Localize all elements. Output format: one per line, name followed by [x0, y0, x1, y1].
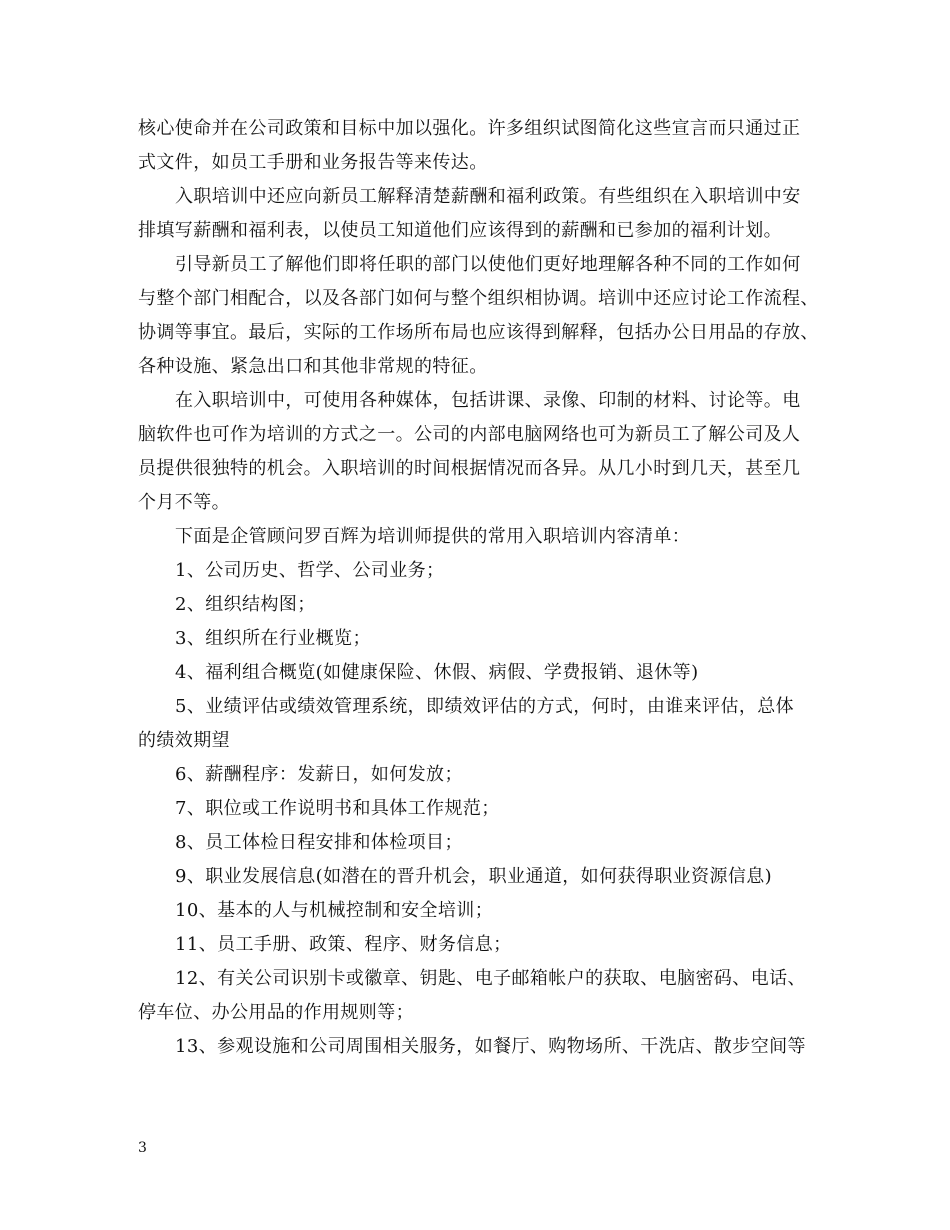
text-line: 13、参观设施和公司周围相关服务，如餐厅、购物场所、干洗店、散步空间等 — [175, 1036, 806, 1057]
text-line: 入职培训中还应向新员工解释清楚薪酬和福利政策。有些组织在入职培训中安 — [175, 186, 801, 207]
text-line: 式文件，如员工手册和业务报告等来传达。 — [138, 152, 488, 173]
text-line: 脑软件也可作为培训的方式之一。公司的内部电脑网络也可为新员工了解公司及人 — [138, 424, 801, 445]
text-line: 8、员工体检日程安排和体检项目； — [175, 832, 463, 853]
text-line: 在入职培训中，可使用各种媒体，包括讲课、录像、印制的材料、讨论等。电 — [175, 390, 801, 411]
text-line: 排填写薪酬和福利表，以使员工知道他们应该得到的薪酬和已参加的福利计划。 — [138, 220, 782, 241]
text-line: 4、福利组合概览(如健康保险、休假、病假、学费报销、退休等) — [175, 662, 699, 683]
text-line: 员提供很独特的机会。入职培训的时间根据情况而各异。从几小时到几天，甚至几 — [138, 458, 801, 479]
text-line: 1、公司历史、哲学、公司业务； — [175, 560, 445, 581]
text-line: 的绩效期望 — [138, 730, 230, 751]
text-line: 6、薪酬程序：发薪日，如何发放； — [175, 764, 463, 785]
text-line: 2、组织结构图； — [175, 594, 316, 615]
text-line: 停车位、办公用品的作用规则等； — [138, 1002, 414, 1023]
page-number: 3 — [138, 1140, 147, 1156]
text-line: 个月不等。 — [138, 492, 230, 513]
text-line: 5、业绩评估或绩效管理系统，即绩效评估的方式，何时，由谁来评估，总体 — [175, 696, 795, 717]
text-line: 7、职位或工作说明书和具体工作规范； — [175, 798, 500, 819]
text-line: 11、员工手册、政策、程序、财务信息； — [175, 934, 512, 955]
document-body — [138, 112, 818, 1064]
text-line: 引导新员工了解他们即将任职的部门以使他们更好地理解各种不同的工作如何 — [175, 254, 801, 275]
text-line: 3、组织所在行业概览； — [175, 628, 371, 649]
text-line: 各种设施、紧急出口和其他非常规的特征。 — [138, 356, 488, 377]
text-line: 10、基本的人与机械控制和安全培训； — [175, 900, 494, 921]
text-line: 核心使命并在公司政策和目标中加以强化。许多组织试图简化这些宣言而只通过正 — [138, 118, 801, 139]
text-line: 9、职业发展信息(如潜在的晋升机会，职业通道，如何获得职业资源信息) — [175, 866, 773, 887]
text-line: 下面是企管顾问罗百辉为培训师提供的常用入职培训内容清单： — [175, 526, 691, 547]
text-line: 12、有关公司识别卡或徽章、钥匙、电子邮箱帐户的获取、电脑密码、电话、 — [175, 968, 806, 989]
text-line: 与整个部门相配合，以及各部门如何与整个组织相协调。培训中还应讨论工作流程、 — [138, 288, 819, 309]
text-line: 协调等事宜。最后，实际的工作场所布局也应该得到解释，包括办公日用品的存放、 — [138, 322, 819, 343]
